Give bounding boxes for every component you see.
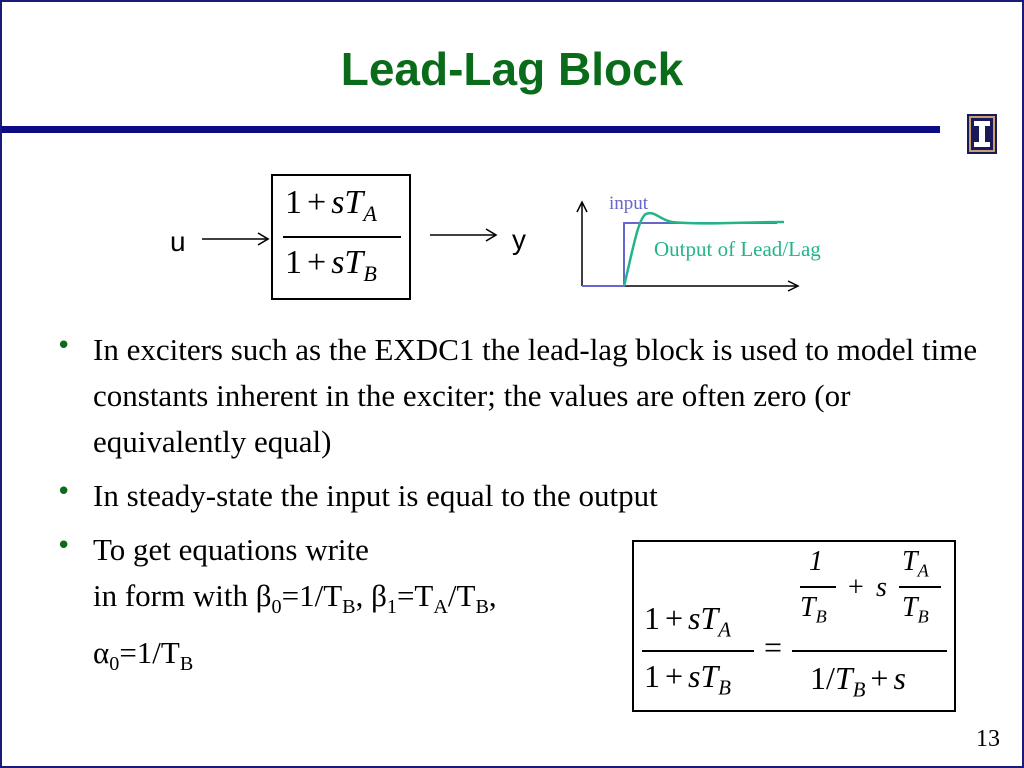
input-signal-label: u [170, 226, 186, 257]
slide-title: Lead-Lag Block [340, 43, 684, 95]
block-fraction-bar [283, 236, 401, 238]
rhs-small-one: 1 [809, 546, 823, 577]
bullet-marker: • [56, 477, 72, 507]
lhs-numerator: $1 + sT_A$ [644, 600, 732, 642]
bullet-item [56, 473, 996, 519]
bullet-marker: • [56, 531, 72, 561]
bullet3-line3: $\alpha_0=1/T_B$ [93, 635, 194, 676]
lhs-denominator: $1 + sT_B$ [644, 658, 732, 700]
equation-box [632, 540, 956, 712]
rhs-small-TB-1: $T_B$ [800, 592, 827, 627]
bullet-item [56, 327, 996, 465]
block-numerator: $1 + sT_A$ [285, 184, 377, 226]
page-number: 13 [976, 726, 1000, 752]
rhs-plus: + [848, 572, 864, 603]
equals-sign: = [764, 629, 783, 665]
rhs-fraction-bar [792, 650, 947, 652]
input-curve-label: input [609, 193, 649, 214]
bullet3-line1: To get equations write [93, 532, 369, 567]
input-arrow [200, 228, 272, 248]
lhs-fraction-bar [642, 650, 754, 652]
rhs-small-TA: $T_A$ [902, 546, 929, 581]
rhs-denominator: $1/T_B + s$ [810, 660, 906, 702]
rhs-small-bar-1 [800, 586, 836, 588]
bullet-text-equations [93, 527, 638, 687]
block-denominator: $1 + sT_B$ [285, 244, 377, 286]
rhs-small-bar-2 [899, 586, 941, 588]
bullet3-line2: in form with $\beta_0=1/T_B$, $\beta_1=T_A/T_B$, [93, 578, 497, 619]
bullet-text: In steady-state the input is equal to the output [93, 478, 658, 513]
university-logo-icon [967, 114, 997, 154]
rhs-small-TB-2: $T_B$ [902, 592, 929, 627]
output-signal-label: y [512, 224, 526, 255]
rhs-s: s [876, 572, 887, 603]
transfer-function-block [271, 174, 411, 300]
bullet-marker: • [56, 331, 72, 361]
output-curve-label: Output of Lead/Lag [654, 237, 821, 261]
title-rule [2, 126, 940, 133]
bullet-text: In exciters such as the EXDC1 the lead-lag block is used to model time constants inherent in the exciter; the values are often zero (or equivalently equal) [93, 332, 978, 459]
output-arrow [428, 224, 500, 244]
